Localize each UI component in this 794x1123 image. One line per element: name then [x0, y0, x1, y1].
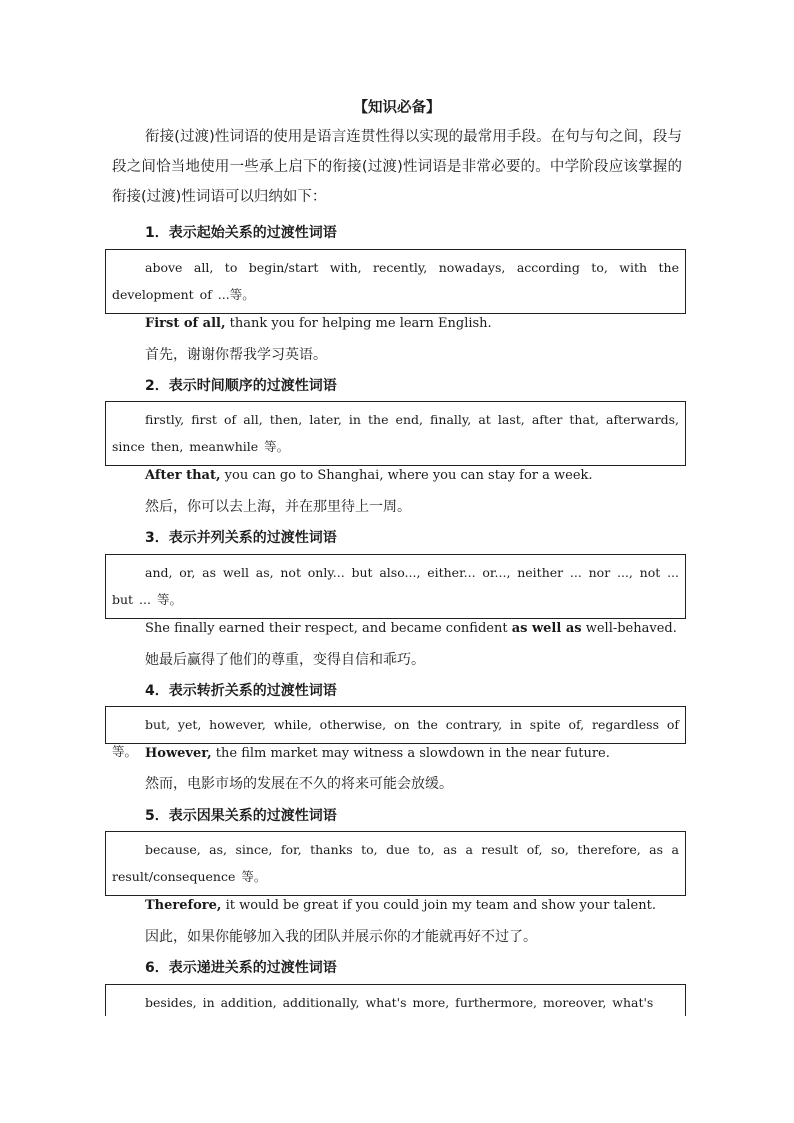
transition-word: as well as [511, 621, 582, 636]
word-box [105, 831, 686, 896]
word-list: besides, in addition, additionally, what's more, furthermore, moreover, what's [145, 995, 654, 1010]
word-box [105, 554, 686, 619]
page-heading: 【知识必备】 [353, 100, 441, 116]
example-translation: 然后，你可以去上海，并在那里待上一周。 [145, 499, 411, 515]
word-list: above all, to begin/start with, recently, nowadays, according to, with the development of ...等。 [112, 260, 679, 302]
word-box [105, 401, 686, 466]
example-text: the film market may witness a slowdown in the near future. [211, 746, 610, 761]
example-translation: 然而，电影市场的发展在不久的将来可能会放缓。 [145, 776, 453, 792]
intro-paragraph: 衔接(过渡)性词语的使用是语言连贯性得以实现的最常用手段。在句与句之间，段与段之间恰当地使用一些承上启下的衔接(过渡)性词语是非常必要的。中学阶段应该掌握的衔接(过渡)性词语可以归纳如下： [112, 129, 682, 205]
transition-word: Therefore, [145, 898, 222, 913]
example-text: it would be great if you could join my team and show your talent. [221, 898, 656, 913]
section-title: 3．表示并列关系的过渡性词语 [145, 530, 337, 546]
example-text: She finally earned their respect, and became confident [145, 621, 512, 636]
word-list: and, or, as well as, not only... but also..., either... or..., neither ... nor ..., not ... but ... 等。 [112, 565, 679, 607]
transition-word: However, [145, 746, 212, 761]
word-list: because, as, since, for, thanks to, due to, as a result of, so, therefore, as a result/consequence 等。 [112, 842, 679, 884]
transition-word: After that, [145, 468, 221, 483]
word-box [105, 249, 686, 314]
example-translation: 首先，谢谢你帮我学习英语。 [145, 347, 327, 363]
example-text: well-behaved. [581, 621, 677, 636]
section-title: 6．表示递进关系的过渡性词语 [145, 960, 337, 976]
transition-word: First of all, [145, 316, 226, 331]
section-title: 1．表示起始关系的过渡性词语 [145, 225, 337, 241]
example-text: you can go to Shanghai, where you can stay for a week. [220, 468, 593, 483]
word-list: but, yet, however, while, otherwise, on the contrary, in spite of, regardless of 等。 [112, 717, 679, 759]
example-text: thank you for helping me learn English. [225, 316, 492, 331]
word-list: firstly, first of all, then, later, in the end, finally, at last, after that, afterwards, since then, meanwhile 等。 [112, 412, 679, 454]
example-sentence [145, 898, 656, 913]
word-box [105, 984, 686, 1016]
example-sentence [145, 746, 610, 761]
example-sentence [145, 316, 492, 331]
example-sentence [145, 468, 593, 483]
example-translation: 因此，如果你能够加入我的团队并展示你的才能就再好不过了。 [145, 929, 537, 945]
example-translation: 她最后赢得了他们的尊重，变得自信和乖巧。 [145, 652, 425, 668]
section-title: 5．表示因果关系的过渡性词语 [145, 808, 337, 824]
section-title: 2．表示时间顺序的过渡性词语 [145, 378, 337, 394]
section-title: 4．表示转折关系的过渡性词语 [145, 683, 337, 699]
example-sentence [145, 621, 677, 636]
